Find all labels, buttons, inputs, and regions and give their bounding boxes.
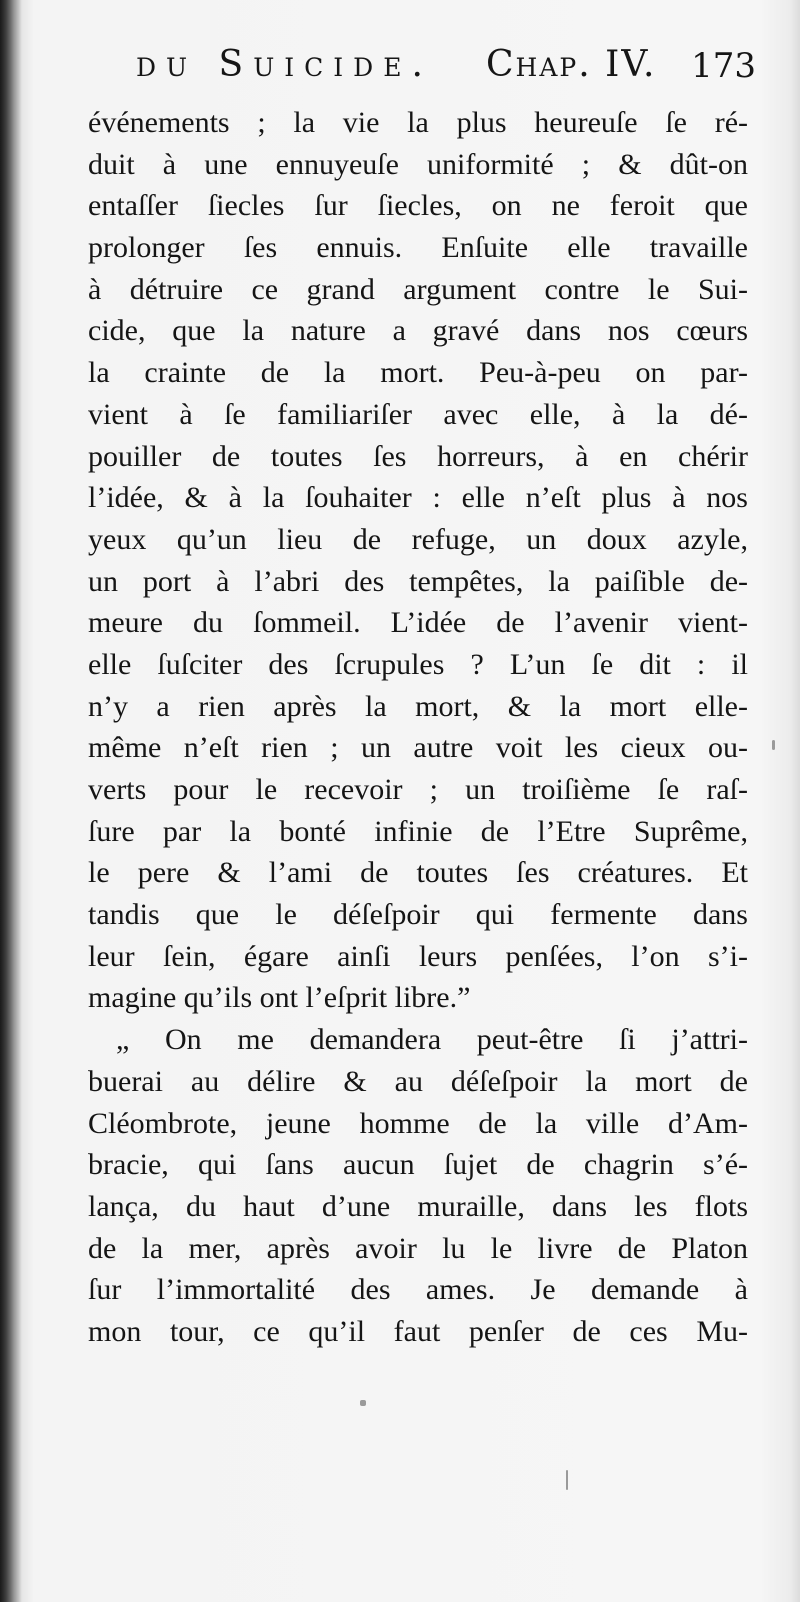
text-line: bracie, qui ſans aucun ſujet de chagrin s’é- xyxy=(88,1148,748,1182)
text-line: Cléombrote, jeune homme de la ville d’Am- xyxy=(88,1106,748,1140)
paper-speck xyxy=(360,1400,366,1406)
text-line: à détruire ce grand argument contre le Sui- xyxy=(88,272,748,306)
text-line: lança, du haut d’une muraille, dans les flots xyxy=(88,1189,748,1223)
text-line: ſur l’immortalité des ames. Je demande à xyxy=(88,1273,748,1307)
text-line-paragraph-end: magine qu’ils ont l’eſprit libre.” xyxy=(88,981,471,1015)
text-line: de la mer, après avoir lu le livre de Platon xyxy=(88,1231,748,1265)
text-line: tandis que le déſeſpoir qui fermente dans xyxy=(88,898,748,932)
text-line: pouiller de toutes ſes horreurs, à en chérir xyxy=(88,439,748,473)
text-line: cide, que la nature a gravé dans nos cœurs xyxy=(88,314,748,348)
text-line: duit à une ennuyeuſe uniformité ; & dût-on xyxy=(88,147,748,181)
text-line: même n’eſt rien ; un autre voit les cieux ou- xyxy=(88,731,748,765)
text-line: elle ſuſciter des ſcrupules ? L’un ſe dit : il xyxy=(88,647,748,681)
text-line: leur ſein, égare ainſi leurs penſées, l’on s’i- xyxy=(88,939,748,973)
body-text xyxy=(88,102,748,1353)
text-line: verts pour le recevoir ; un troiſième ſe raſ- xyxy=(88,773,748,806)
text-line: n’y a rien après la mort, & la mort elle- xyxy=(88,689,748,723)
text-line: entaſſer ſiecles ſur ſiecles, on ne feroit que xyxy=(88,189,748,223)
text-line: un port à l’abri des tempêtes, la paiſible de- xyxy=(88,564,748,598)
text-line: prolonger ſes ennuis. Enſuite elle travaille xyxy=(88,231,748,265)
text-line: le pere & l’ami de toutes ſes créatures. Et xyxy=(88,856,748,890)
text-line: buerai au délire & au déſeſpoir la mort de xyxy=(88,1064,748,1098)
page-number: 173 xyxy=(691,46,756,86)
text-line: la crainte de la mort. Peu-à-peu on par- xyxy=(88,356,748,390)
text-line: mon tour, ce qu’il faut penſer de ces Mu- xyxy=(88,1314,748,1348)
binding-gutter-shadow xyxy=(0,0,22,1602)
text-line: événements ; la vie la plus heureuſe ſe ré- xyxy=(88,106,748,139)
text-line: yeux qu’un lieu de refuge, un doux azyle, xyxy=(88,522,748,556)
text-line: vient à ſe familiariſer avec elle, à la dé- xyxy=(88,397,748,431)
paper-speck xyxy=(566,1470,568,1490)
paper-speck xyxy=(772,740,775,750)
running-head xyxy=(136,44,756,94)
text-line: meure du ſommeil. L’idée de l’avenir vient- xyxy=(88,606,748,640)
running-head-title: du Suicide. xyxy=(136,44,433,85)
running-head-chapter: Chap. IV. xyxy=(486,44,657,85)
text-line-paragraph-start: „ On me demandera peut-être ſi j’attri- xyxy=(116,1023,748,1057)
text-line: l’idée, & à la ſouhaiter : elle n’eſt plus à nos xyxy=(88,481,748,515)
text-line: ſure par la bonté infinie de l’Etre Suprême, xyxy=(88,814,748,848)
